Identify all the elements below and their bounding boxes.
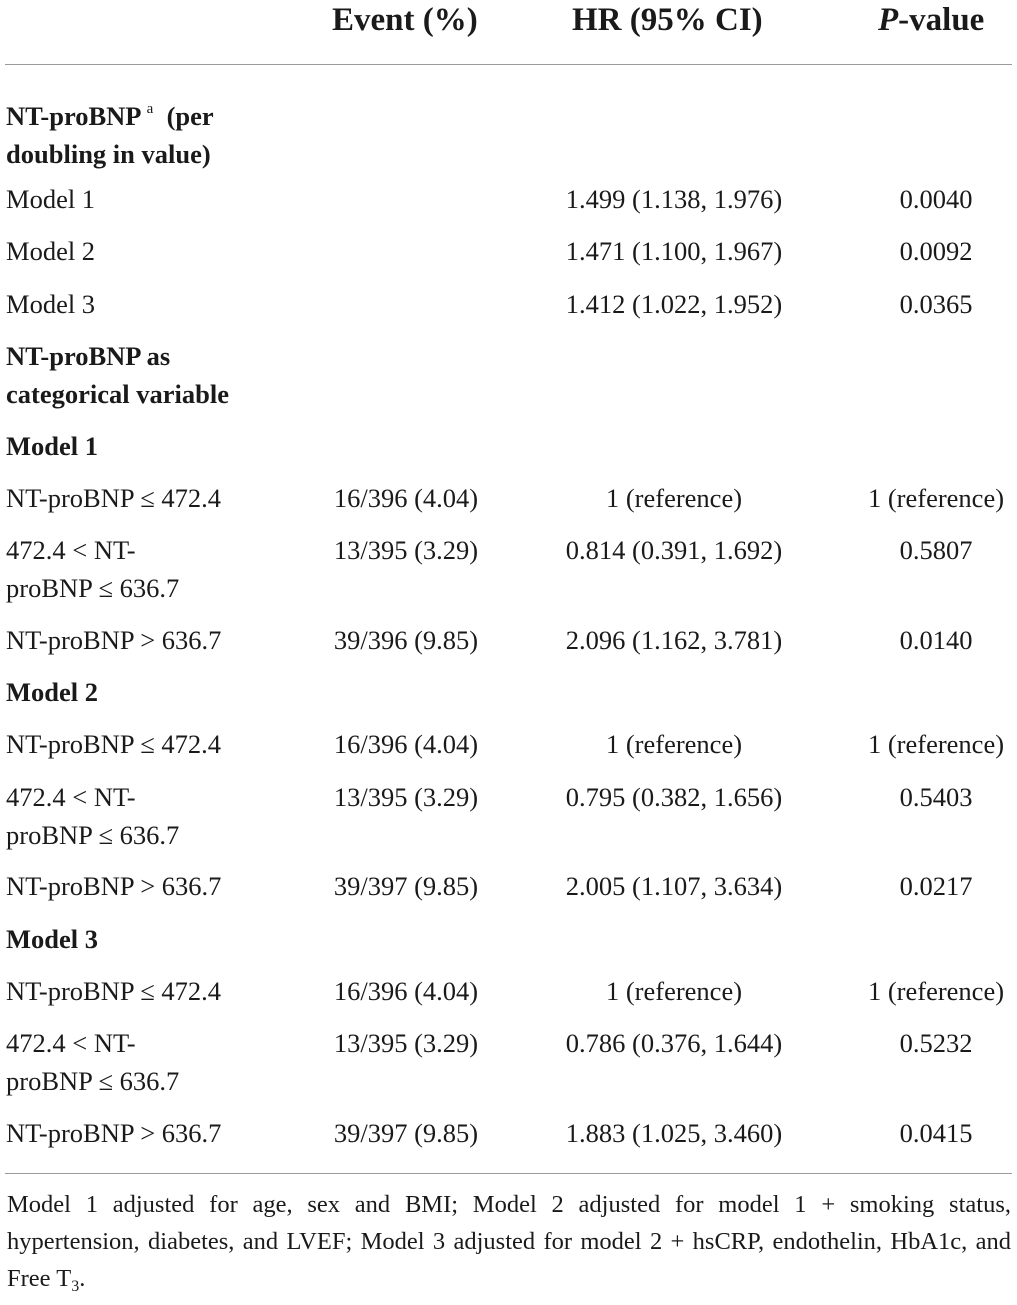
row-label-line2: proBNP ≤ 636.7 (6, 820, 180, 850)
row-label (6, 531, 179, 607)
row-label-text: 472.4 < NT- (6, 535, 136, 565)
row-label-line1 (6, 180, 95, 218)
row-label-line1 (6, 867, 221, 905)
row-label-text: 472.4 < NT- (6, 782, 136, 812)
event-cell: 13/395 (3.29) (333, 1028, 479, 1058)
row-label-line1 (6, 725, 221, 763)
row-label-line1 (6, 673, 98, 711)
row-label (6, 920, 98, 958)
p-value-cell: 0.0140 (899, 625, 973, 655)
event-cell: 13/395 (3.29) (333, 535, 479, 565)
row-label-line2: categorical variable (6, 379, 229, 409)
row-label-line1 (6, 920, 98, 958)
table-header (0, 0, 1017, 62)
p-value-cell: 1 (reference) (867, 976, 1005, 1006)
row-label-line1 (6, 531, 179, 569)
row-label (6, 725, 221, 763)
row-label-line1 (6, 337, 229, 375)
row-label-text: NT-proBNP ≤ 472.4 (6, 976, 222, 1006)
row-label-line1 (6, 1024, 179, 1062)
p-value-cell: 0.5232 (899, 1028, 973, 1058)
row-label (6, 479, 221, 517)
row-label-text: NT-proBNP > 636.7 (6, 1118, 222, 1148)
row-label-line1 (6, 427, 98, 465)
row-label (6, 972, 221, 1010)
p-value-cell: 0.5807 (899, 535, 973, 565)
hr-cell: 2.096 (1.162, 3.781) (565, 625, 783, 655)
footnote-end: . (79, 1265, 86, 1292)
p-value-cell: 0.0365 (899, 289, 973, 319)
footer-divider (5, 1173, 1012, 1174)
row-label-text: Model 2 (6, 677, 98, 707)
row-label-line1 (6, 778, 179, 816)
p-value-cell: 0.0040 (899, 184, 973, 214)
row-label-text: NT-proBNP > 636.7 (6, 871, 222, 901)
p-value-cell: 0.5403 (899, 782, 973, 812)
row-label-line1 (6, 972, 221, 1010)
row-label-line2: proBNP ≤ 636.7 (6, 573, 180, 603)
hr-cell: 0.795 (0.382, 1.656) (565, 782, 783, 812)
row-label (6, 427, 98, 465)
row-label-superscript: a (146, 101, 154, 117)
header-divider (5, 64, 1012, 65)
header-p-italic: P (878, 2, 899, 38)
table-footnote (7, 1186, 1011, 1305)
row-label (6, 621, 221, 659)
row-label (6, 90, 214, 173)
hr-cell: 1.499 (1.138, 1.976) (565, 184, 783, 214)
row-label (6, 1114, 221, 1152)
hr-cell: 1.412 (1.022, 1.952) (565, 289, 783, 319)
row-label-line2: doubling in value) (6, 139, 211, 169)
header-event: Event (%) (332, 2, 478, 38)
footnote-subscript: 3 (71, 1278, 80, 1295)
row-label-line1 (6, 285, 95, 323)
row-label-line1 (6, 232, 95, 270)
p-value-cell: 0.0217 (899, 871, 973, 901)
row-label (6, 232, 95, 270)
hr-cell: 1.471 (1.100, 1.967) (565, 236, 783, 266)
p-value-cell: 1 (reference) (867, 729, 1005, 759)
row-label (6, 1024, 179, 1100)
row-label-text: NT-proBNP as (6, 341, 171, 371)
hr-cell: 0.814 (0.391, 1.692) (565, 535, 783, 565)
row-label-text: Model 3 (6, 924, 98, 954)
row-label-text: NT-proBNP > 636.7 (6, 625, 222, 655)
row-label-text-rest: (per (166, 101, 214, 131)
row-label (6, 867, 221, 905)
row-label (6, 285, 95, 323)
row-label-text: NT-proBNP ≤ 472.4 (6, 483, 222, 513)
row-label-text: Model 1 (6, 431, 98, 461)
row-label (6, 337, 229, 413)
footnote-text: Model 1 adjusted for age, sex and BMI; Model 2 adjusted for model 1 + smoking status, hypertension, diabetes, and LVEF; Model 3 adjusted for model 2 + hsCRP, endothelin, HbA1c, and Free T (7, 1191, 1011, 1292)
row-label (6, 180, 95, 218)
row-label-line2: proBNP ≤ 636.7 (6, 1066, 180, 1096)
header-p-value (878, 2, 984, 39)
row-label-line1 (6, 90, 214, 135)
hr-cell: 1 (reference) (605, 483, 743, 513)
event-cell: 39/397 (9.85) (333, 871, 479, 901)
row-label-text: NT-proBNP ≤ 472.4 (6, 729, 222, 759)
p-value-cell: 0.0415 (899, 1118, 973, 1148)
p-value-cell: 1 (reference) (867, 483, 1005, 513)
row-label-text: NT-proBNP (6, 101, 141, 131)
event-cell: 16/396 (4.04) (333, 483, 479, 513)
hr-cell: 2.005 (1.107, 3.634) (565, 871, 783, 901)
row-label-text: Model 1 (6, 184, 96, 214)
row-label-line1 (6, 479, 221, 517)
header-p-rest: -value (898, 2, 985, 38)
event-cell: 39/397 (9.85) (333, 1118, 479, 1148)
row-label-text: Model 3 (6, 289, 96, 319)
event-cell: 16/396 (4.04) (333, 729, 479, 759)
hr-cell: 1 (reference) (605, 976, 743, 1006)
hr-cell: 1.883 (1.025, 3.460) (565, 1118, 783, 1148)
hr-cell: 1 (reference) (605, 729, 743, 759)
event-cell: 39/396 (9.85) (333, 625, 479, 655)
event-cell: 13/395 (3.29) (333, 782, 479, 812)
event-cell: 16/396 (4.04) (333, 976, 479, 1006)
row-label-line1 (6, 1114, 221, 1152)
row-label-text: 472.4 < NT- (6, 1028, 136, 1058)
p-value-cell: 0.0092 (899, 236, 973, 266)
hr-cell: 0.786 (0.376, 1.644) (565, 1028, 783, 1058)
row-label-line1 (6, 621, 221, 659)
row-label-text: Model 2 (6, 236, 96, 266)
row-label (6, 778, 179, 854)
header-hr: HR (95% CI) (572, 2, 763, 38)
row-label (6, 673, 98, 711)
